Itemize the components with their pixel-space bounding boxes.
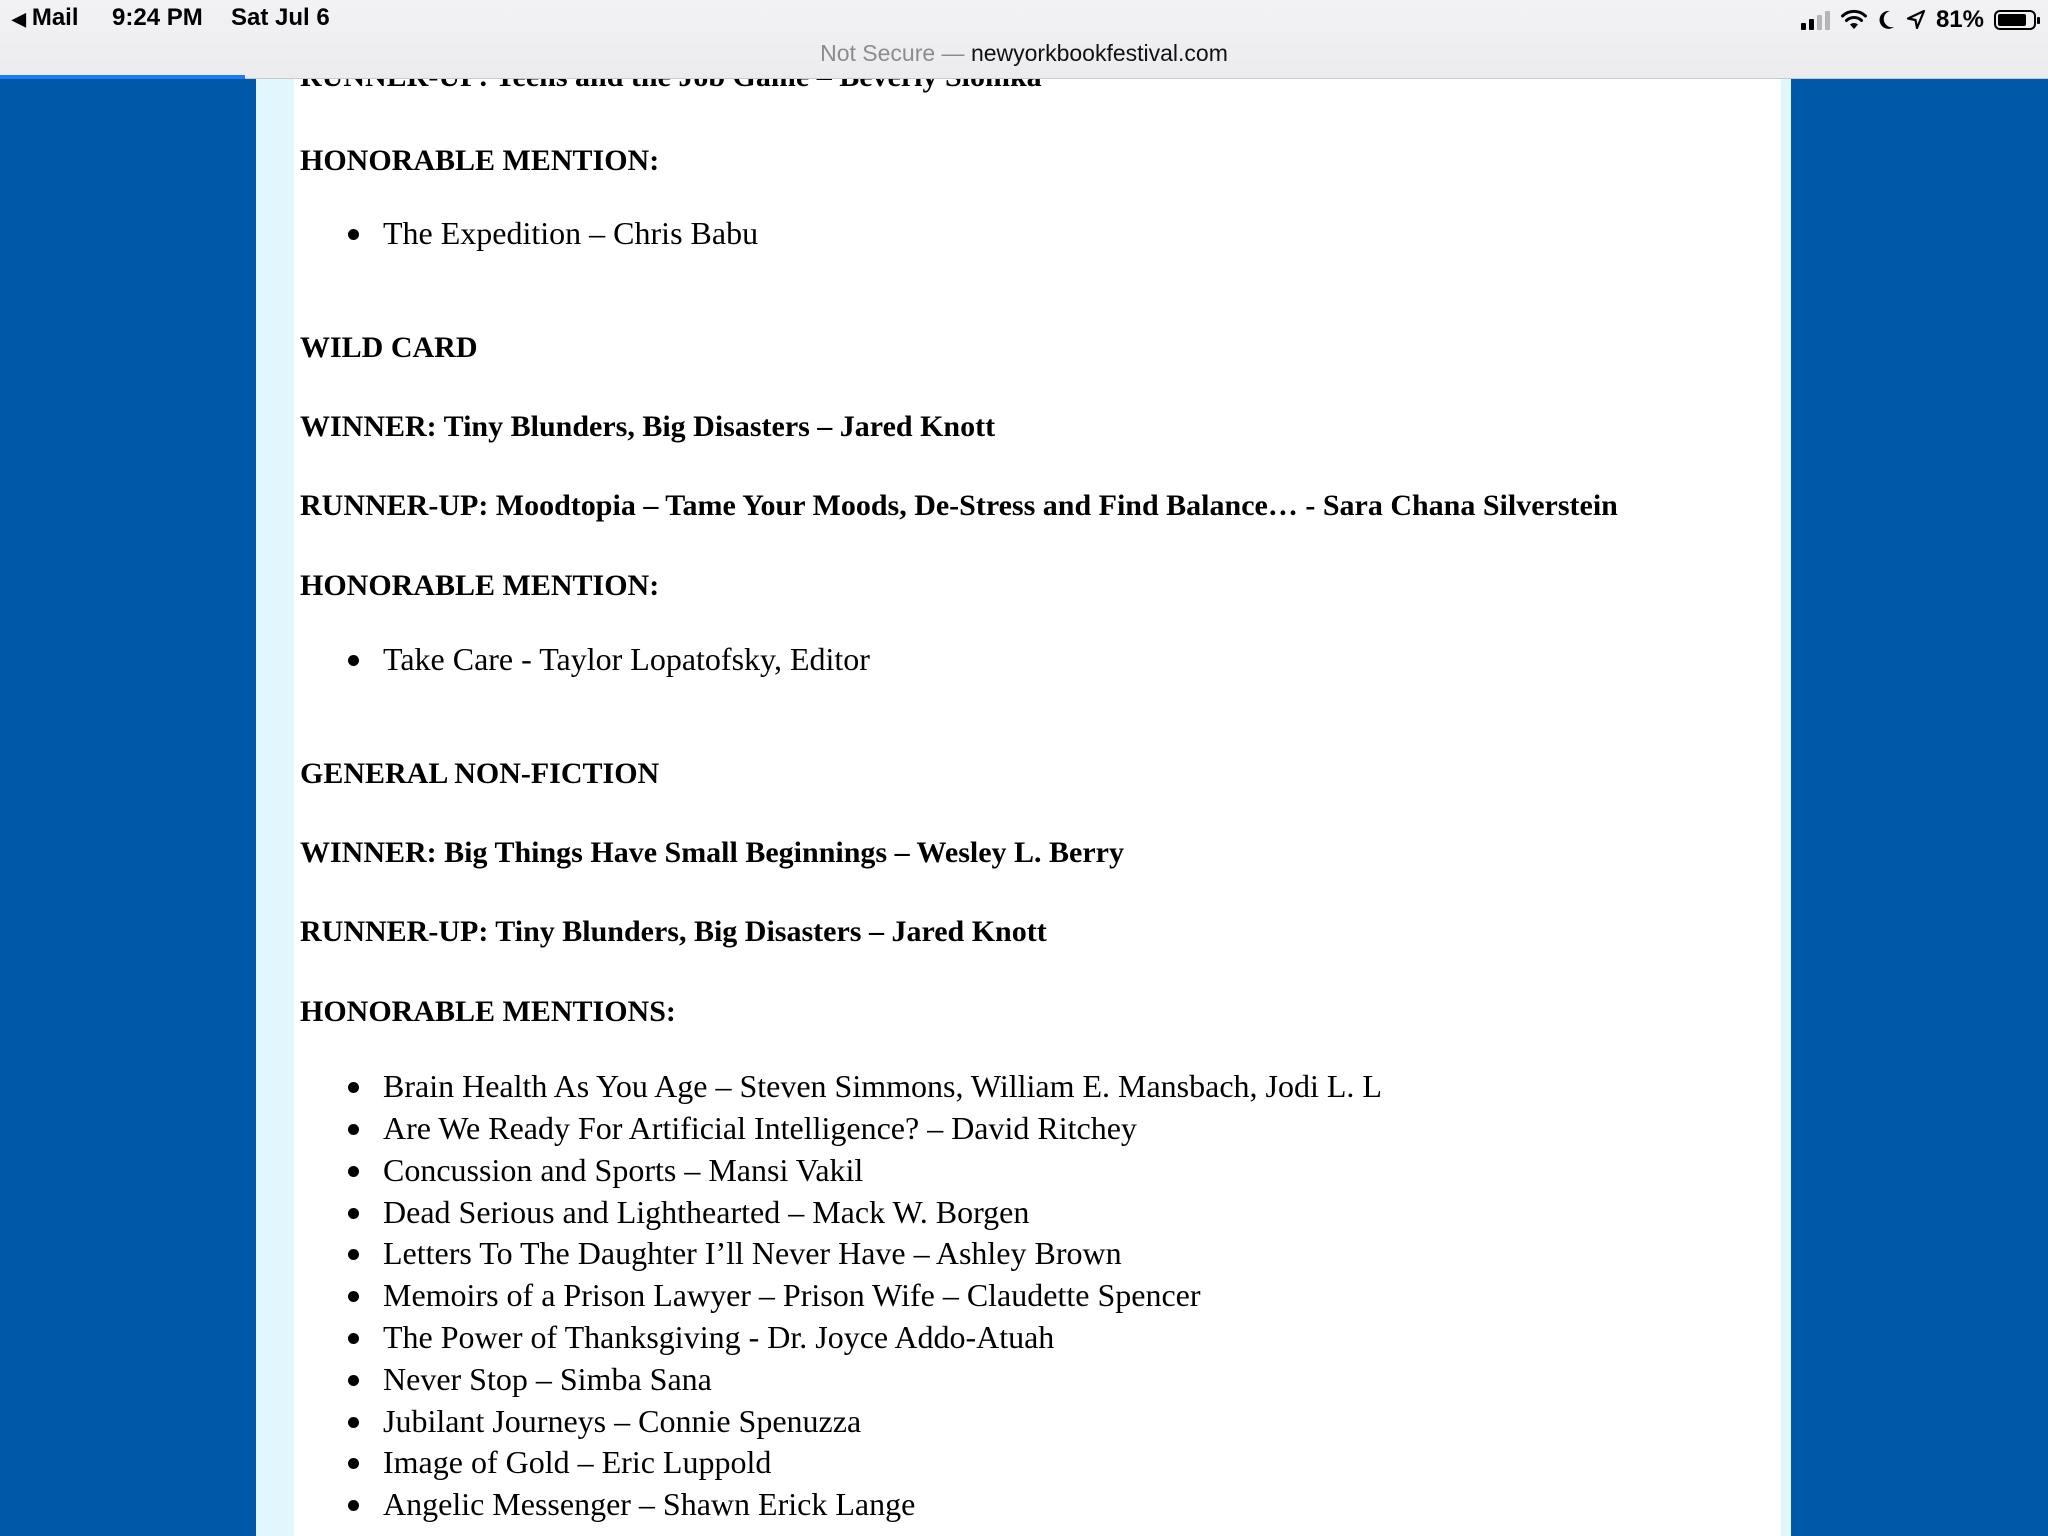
list-item: Brain Health As You Age – Steven Simmons, William E. Mansbach, Jodi L. L [383,1068,1382,1104]
signal-icon [1801,10,1830,30]
bullet [348,1249,359,1260]
wifi-icon [1840,9,1868,31]
list-item: Dead Serious and Lighthearted – Mack W. Borgen [383,1194,1030,1230]
list-item: Letters To The Daughter I’ll Never Have – Ashley Brown [383,1235,1122,1271]
status-time: 9:24 PM [112,4,203,31]
status-date: Sat Jul 6 [231,4,330,31]
bullet [348,1417,359,1428]
list-item: Angelic Messenger – Shawn Erick Lange [383,1486,916,1522]
list-item: The Power of Thanksgiving - Dr. Joyce Addo-Atuah [383,1319,1055,1355]
page-load-progress [0,75,245,79]
url-domain: newyorkbookfestival.com [970,40,1228,66]
section-heading-wild-card: WILD CARD [300,331,478,364]
location-icon [1906,9,1926,31]
bullet [348,1291,359,1302]
article-content[interactable] [294,78,1781,1536]
bullet [348,1500,359,1511]
battery-percent: 81% [1935,6,1984,33]
bullet [348,1082,359,1093]
general-non-fiction-honorable-heading: HONORABLE MENTIONS: [300,995,676,1028]
general-non-fiction-winner: WINNER: Big Things Have Small Beginnings – Wesley L. Berry [300,836,1124,869]
bullet [348,655,359,666]
list-item: Are We Ready For Artificial Intelligence? – David Ritchey [383,1110,1137,1146]
battery-icon [1994,10,2036,30]
browser-top-bar [0,0,2048,79]
moon-icon [1878,9,1896,31]
bullet [348,1208,359,1219]
bullet [348,1458,359,1469]
list-item: Memoirs of a Prison Lawyer – Prison Wife – Claudette Spencer [383,1277,1201,1313]
list-item: Jubilant Journeys – Connie Spenuzza [383,1403,862,1439]
back-triangle-icon: ◀ [12,9,26,29]
address-bar[interactable] [0,40,2048,67]
status-icons [1801,6,2036,34]
bullet [348,1333,359,1344]
general-non-fiction-runner-up: RUNNER-UP: Tiny Blunders, Big Disasters – Jared Knott [300,915,1047,948]
bullet [348,1375,359,1386]
security-label: Not Secure — [820,40,965,66]
wild-card-winner: WINNER: Tiny Blunders, Big Disasters – Jared Knott [300,410,996,443]
content-frame-right [1781,78,1791,1536]
list-item: Image of Gold – Eric Luppold [383,1444,772,1480]
wild-card-honorable-heading: HONORABLE MENTION: [300,569,660,602]
list-item: Take Care - Taylor Lopatofsky, Editor [383,641,870,677]
back-to-mail-button[interactable] [12,4,79,32]
bullet [348,229,359,240]
bullet [348,1166,359,1177]
list-item: The Expedition – Chris Babu [383,215,759,251]
prev-honorable-heading: HONORABLE MENTION: [300,144,660,177]
back-label: Mail [31,4,79,31]
bullet [348,1124,359,1135]
content-frame-left [256,78,294,1536]
wild-card-runner-up: RUNNER-UP: Moodtopia – Tame Your Moods, De-Stress and Find Balance… - Sara Chana Silverstein [300,489,1618,522]
section-heading-general-non-fiction: GENERAL NON-FICTION [300,757,660,790]
list-item: Never Stop – Simba Sana [383,1361,712,1397]
list-item: Concussion and Sports – Mansi Vakil [383,1152,864,1188]
